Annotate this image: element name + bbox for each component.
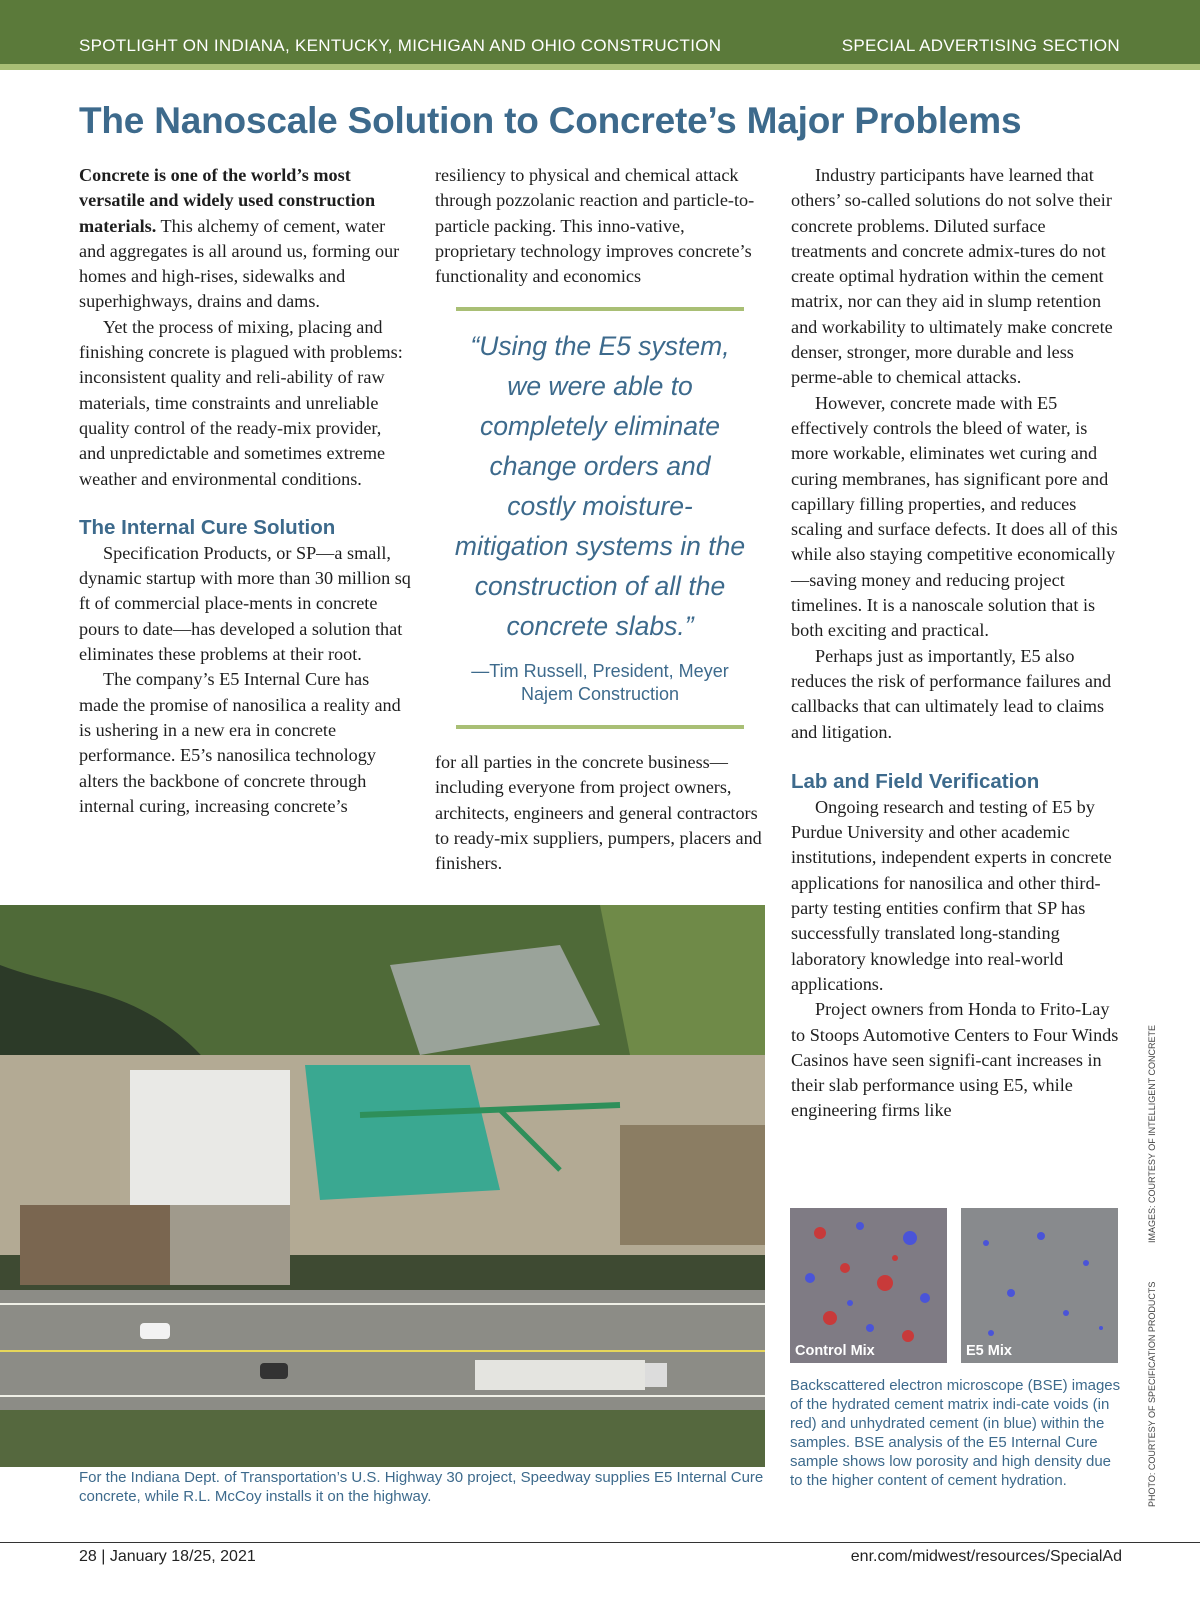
advertising-label: SPECIAL ADVERTISING SECTION (841, 36, 1120, 55)
subhead-lab-field: Lab and Field Verification (791, 769, 1040, 793)
subhead-internal-cure: The Internal Cure Solution (79, 515, 336, 539)
paragraph: The company’s E5 Internal Cure has made the promise of nanosilica a reality and is ushering in a new era in concrete performance. E5’s nanosilica technology alters the backbone of concrete through internal curing, increasing concrete’s (79, 669, 401, 816)
aerial-highway-photo (0, 905, 765, 1467)
column-3 (791, 163, 1121, 1124)
control-mix-image (790, 1208, 947, 1363)
paragraph: Yet the process of mixing, placing and finishing concrete is plagued with problems: inconsistent quality and reli-ability of raw materials, time constraints and unreliable quality control of the ready-mix provider, and unpredictable and sometimes extreme weather and environmental conditions. (79, 316, 403, 489)
control-mix-label: Control Mix (795, 1343, 875, 1359)
pullquote-rule-bottom (456, 725, 744, 729)
paragraph: Industry participants have learned that others’ so-called solutions do not solve their concrete problems. Diluted surface treatments and concrete admix-tures do not create optimal hydration within the cement matrix, nor can they aid in slump retention and workability to ultimately make concrete denser, stronger, more durable and less perme-able to chemical attacks. (791, 165, 1113, 388)
e5-mix-label: E5 Mix (966, 1343, 1012, 1359)
paragraph: Perhaps just as importantly, E5 also reduces the risk of performance failures and callbacks that can ultimately lead to claims and litigation. (791, 645, 1112, 742)
page-number-date: 28 | January 18/25, 2021 (79, 1548, 256, 1565)
header-rule (0, 64, 1200, 70)
paragraph: resiliency to physical and chemical attack through pozzolanic reaction and particle-to-particle packing. This inno-vative, proprietary technology improves concrete’s functionality and economics (435, 165, 755, 287)
pullquote-attribution: —Tim Russell, President, Meyer Najem Construction (471, 661, 729, 704)
column-2-top (435, 163, 769, 289)
images-credit: IMAGES: COURTESY OF INTELLIGENT CONCRETE (1147, 1024, 1157, 1243)
paragraph: for all parties in the concrete business—including everyone from project owners, architects, engineers and general contractors to ready-mix suppliers, pumpers, placers and finishers. (435, 752, 762, 874)
paragraph: Project owners from Honda to Frito-Lay to Stoops Automotive Centers to Four Winds Casinos have seen signifi-cant increases in their slab performance using E5, while engineering firms like (791, 999, 1119, 1121)
photo-caption: For the Indiana Dept. of Transportation’s U.S. Highway 30 project, Speedway supplies E5 Internal Cure concrete, while R.L. McCoy installs it on the highway. (79, 1469, 764, 1505)
e5-mix-image (961, 1208, 1118, 1363)
section-title: SPOTLIGHT ON INDIANA, KENTUCKY, MICHIGAN AND OHIO CONSTRUCTION (79, 36, 722, 55)
paragraph: Specification Products, or SP—a small, dynamic startup with more than 30 million sq ft of commercial place-ments in concrete pours to date—has developed a solution that eliminates these problems at their root. (79, 542, 411, 665)
lead-rest: This alchemy of cement, water and aggregates is all around us, forming our homes and high-rises, sidewalks and superhighways, drains and dams. (79, 215, 400, 312)
column-2-bottom (435, 750, 769, 876)
paragraph (79, 163, 411, 315)
article-title: The Nanoscale Solution to Concrete’s Major Problems (79, 100, 1022, 141)
photo-credit: PHOTO: COURTESY OF SPECIFICATION PRODUCTS (1147, 1281, 1157, 1507)
footer-rule (0, 1542, 1200, 1543)
pullquote-rule-top (456, 307, 744, 311)
paragraph: However, concrete made with E5 effectively controls the bleed of water, is more workable, eliminates wet curing and curing membranes, has significant pore and capillary filling properties, and reduces scaling and surface defects. It does all of this while also staying competitive economically—saving money and reducing project timelines. It is a nanoscale solution that is both exciting and practical. (791, 392, 1118, 641)
column-1 (79, 163, 411, 819)
paragraph: Ongoing research and testing of E5 by Purdue University and other academic institutions, independent experts in concrete applications for nanosilica and other third-party testing entities confirm that SP has successfully translated long-standing laboratory knowledge into real-world applications. (791, 796, 1112, 994)
lead-sentence: Concrete is one of the world’s most versatile and widely used construction materials. (79, 165, 376, 236)
microscopy-caption: Backscattered electron microscope (BSE) images of the hydrated cement matrix indi-cate voids (in red) and unhydrated cement (in blue) within the samples. BSE analysis of the E5 Internal Cure sample shows low porosity and high density due to the higher content of cement hydration. (790, 1377, 1121, 1489)
pullquote-text: “Using the E5 system, we were able to completely eliminate change orders and costly moisture-mitigation systems in the construction of all the concrete slabs.” (454, 331, 746, 641)
footer-url: enr.com/midwest/resources/SpecialAd (850, 1548, 1122, 1565)
